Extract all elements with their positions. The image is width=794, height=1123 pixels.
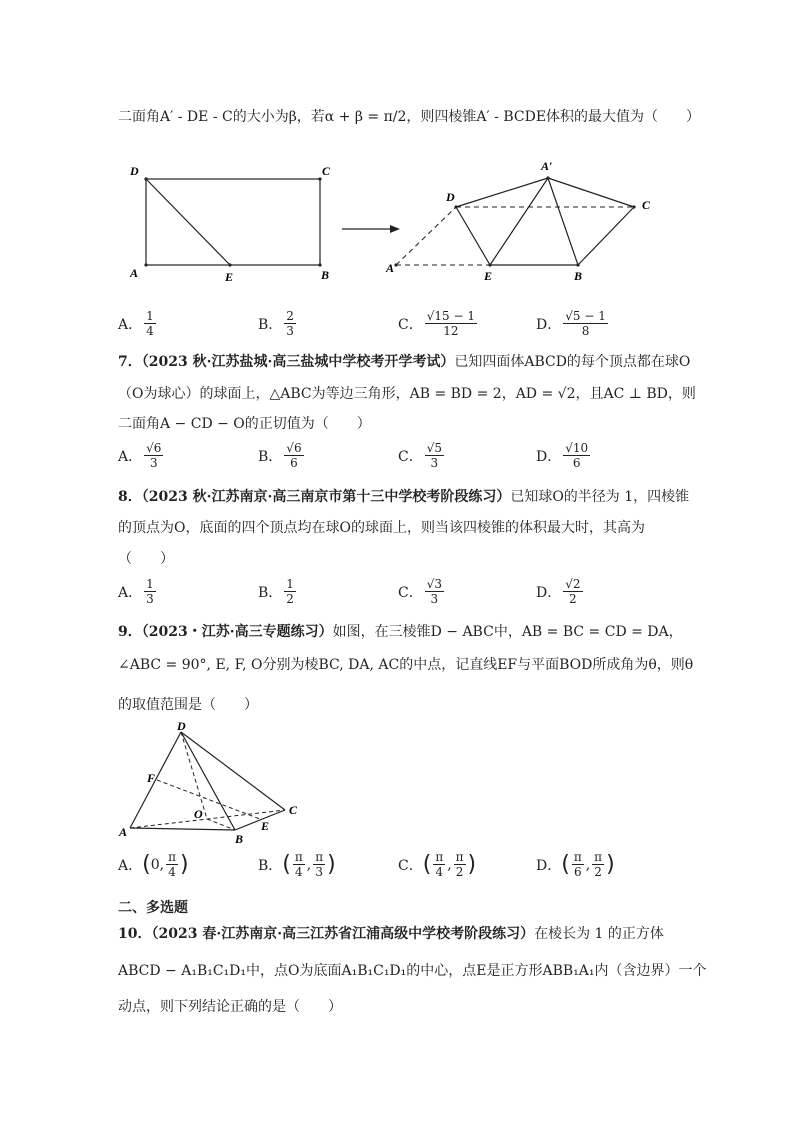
label-e: E [484, 269, 493, 283]
label-a: A [386, 261, 395, 275]
q9-figure-pyramid [115, 718, 315, 848]
q7-option-b[interactable]: B． $\frac{√6}{6}$ [258, 441, 302, 470]
label-a: A [119, 825, 128, 839]
segment-de [146, 179, 230, 265]
q8-line2: 的顶点为O，底面的四个顶点均在球O的球面上，则当该四棱锥的体积最大时，其高为 [118, 520, 645, 536]
q7-option-a[interactable]: A． $\frac{√6}{3}$ [118, 441, 162, 470]
q9-source: 9．（2023・江苏·高三专题练习） [118, 624, 333, 640]
label-b: B [321, 268, 330, 282]
label-b: B [574, 269, 583, 283]
q8-option-c[interactable]: C． $\frac{√3}{3}$ [398, 577, 442, 606]
q8-line3: （ ） [118, 551, 174, 567]
q6-option-b[interactable]: B． $\frac{2}{3}$ [258, 309, 294, 338]
q7-line1: 7．（2023 秋·江苏盐城·高三盐城中学校考开学考试）已知四面体ABCD的每个顶点都在球O [118, 354, 691, 370]
q10-line3: 动点，则下列结论正确的是（ ） [118, 999, 342, 1015]
q7-source: 7．（2023 秋·江苏盐城·高三盐城中学校考开学考试） [118, 354, 455, 370]
q6-stem-tail: 二面角A′ - DE - C的大小为β，若α + β = π/2，则四棱锥A′ - BCDE体积的最大值为（ ） [118, 109, 701, 125]
q6-figure-pyramid [380, 150, 670, 290]
label-a: A [130, 266, 139, 280]
q9-line1: 9．（2023・江苏·高三专题练习）如图，在三棱锥D − ABC中，AB = BC = CD = DA， [118, 624, 683, 640]
q7-line3: 二面角A − CD − O的正切值为（ ） [118, 416, 371, 432]
label-d: D [130, 164, 139, 178]
label-o: O [194, 807, 203, 821]
q6-option-a[interactable]: A． $\frac{1}{4}$ [118, 309, 154, 338]
q9-option-a[interactable]: A． ( 0 , $\frac{\pi}{4}$ ) [118, 850, 189, 879]
label-e: E [225, 270, 234, 284]
q6-figure-rectangle [118, 155, 348, 285]
q9-line2: ∠ABC = 90°, E, F, O分别为棱BC, DA, AC的中点，记直线EF与平面BOD所成角为θ，则θ [118, 657, 694, 673]
label-c: C [642, 198, 651, 212]
label-a-prime: A′ [541, 159, 553, 173]
q9-option-b[interactable]: B． ( $\frac{\pi}{4}$ , $\frac{\pi}{3}$ ) [258, 850, 336, 879]
label-c: C [322, 164, 331, 178]
q9-option-d[interactable]: D． ( $\frac{\pi}{6}$ , $\frac{\pi}{2}$ ) [536, 850, 615, 879]
label-d: D [177, 719, 186, 733]
q10-line1: 10．（2023 春·江苏南京·高三江苏省江浦高级中学校考阶段练习）在棱长为 1 的正方体 [118, 926, 664, 942]
q8-option-b[interactable]: B． $\frac{1}{2}$ [258, 577, 294, 606]
label-b: B [235, 832, 244, 846]
q8-line1: 8．（2023 秋·江苏南京·高三南京市第十三中学校考阶段练习）已知球O的半径为 1，四棱锥 [118, 489, 690, 505]
q7-option-d[interactable]: D． $\frac{√10}{6}$ [536, 441, 589, 470]
q9-option-c[interactable]: C． ( $\frac{\pi}{4}$ , $\frac{\pi}{2}$ ) [398, 850, 477, 879]
label-e: E [261, 819, 270, 833]
q10-line2: ABCD − A₁B₁C₁D₁中，点O为底面A₁B₁C₁D₁的中心，点E是正方形ABB₁A₁内（含边界）一个 [118, 963, 707, 979]
label-c: C [289, 803, 298, 817]
q7-option-c[interactable]: C． $\frac{√5}{3}$ [398, 441, 442, 470]
q7-line2: （O为球心）的球面上，△ABC为等边三角形，AB = BD = 2，AD = √2，且AC ⊥ BD，则 [118, 386, 696, 402]
label-d: D [446, 190, 455, 204]
q8-option-a[interactable]: A． $\frac{1}{3}$ [118, 577, 154, 606]
q8-source: 8．（2023 秋·江苏南京·高三南京市第十三中学校考阶段练习） [118, 489, 511, 505]
q8-option-d[interactable]: D． $\frac{√2}{2}$ [536, 577, 581, 606]
q10-source: 10．（2023 春·江苏南京·高三江苏省江浦高级中学校考阶段练习） [118, 926, 535, 942]
rectangle-abcd [146, 179, 320, 265]
label-f: F [147, 771, 156, 785]
section-heading-multiple-choice: 二、多选题 [118, 900, 188, 916]
q6-option-d[interactable]: D． $\frac{√5 - 1}{8}$ [536, 309, 606, 338]
q9-line3: 的取值范围是（ ） [118, 697, 258, 713]
q6-option-c[interactable]: C． $\frac{√15 - 1}{12}$ [398, 309, 475, 338]
